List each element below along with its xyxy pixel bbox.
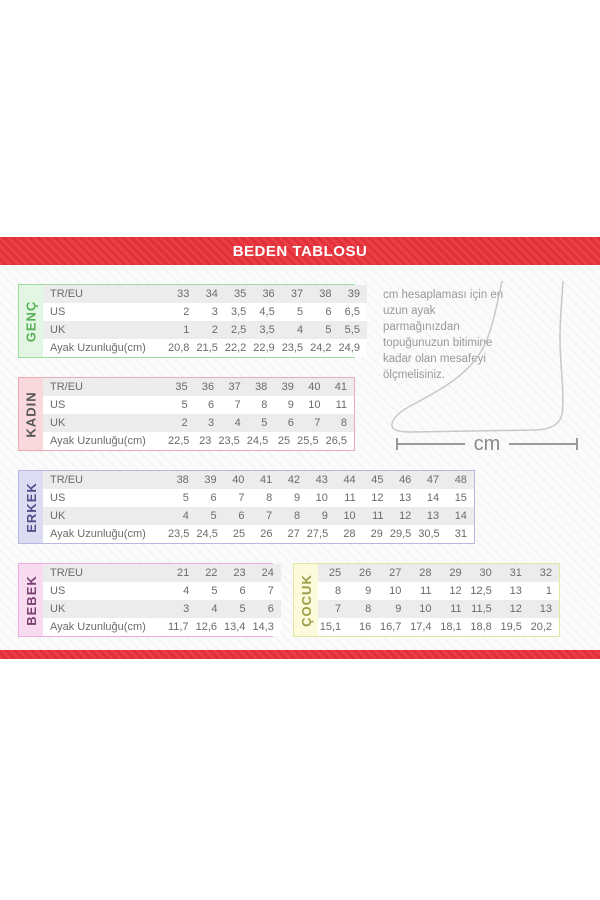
size-cell: 4 — [183, 585, 190, 597]
table-category-strip — [294, 564, 318, 636]
row-label: US — [50, 492, 66, 504]
table-row — [43, 471, 474, 489]
size-cell: 6 — [210, 492, 217, 504]
size-cell: 39 — [281, 381, 294, 393]
size-cell: 38 — [319, 288, 332, 300]
size-cell: 13 — [426, 510, 440, 522]
size-cell: 2 — [183, 306, 190, 318]
measurement-note: cm hesaplaması için en uzun ayak parmağınızdan topuğunuzun bitimine kadar olan mesafeyi ölçmelisiniz. — [383, 289, 504, 381]
size-cell: 15,1 — [319, 621, 342, 633]
size-cell: 36 — [262, 288, 275, 300]
size-cell: 9 — [395, 603, 402, 615]
size-cell: 6 — [208, 399, 215, 411]
size-cell: 20,8 — [168, 342, 190, 354]
table-body — [318, 564, 559, 636]
row-label: Ayak Uzunluğu(cm) — [50, 435, 146, 447]
size-cell: 23,5 — [218, 435, 240, 447]
size-cell: 20,2 — [530, 621, 552, 633]
size-cell: 8 — [340, 417, 348, 429]
size-cell: 30,5 — [418, 528, 440, 540]
size-cell: 25,5 — [297, 435, 319, 447]
row-label: TR/EU — [50, 288, 83, 300]
row-label: US — [50, 399, 66, 411]
size-cell: 1 — [545, 585, 552, 597]
size-cell: 28 — [419, 567, 432, 579]
size-cell: 8 — [335, 585, 342, 597]
size-cell: 5 — [182, 492, 189, 504]
size-cell: 14 — [426, 492, 440, 504]
table-row — [43, 378, 354, 396]
size-cell: 13 — [399, 492, 412, 504]
size-cell: 22,2 — [224, 342, 247, 354]
size-cell: 37 — [290, 288, 304, 300]
size-cell: 11,5 — [471, 603, 492, 615]
size-cell: 24 — [261, 567, 274, 579]
size-cell: 27 — [389, 567, 402, 579]
table-category-strip — [19, 285, 43, 357]
table-category-label: GENÇ — [23, 300, 39, 342]
size-cell: 13,4 — [224, 621, 246, 633]
size-cell: 12,6 — [195, 621, 218, 633]
size-cell: 16,7 — [379, 621, 402, 633]
table-row — [43, 285, 367, 303]
size-cell: 42 — [287, 474, 301, 486]
table-row — [43, 489, 474, 507]
size-cell: 18,8 — [470, 621, 492, 633]
size-cell: 5 — [261, 417, 268, 429]
size-cell: 40 — [308, 381, 321, 393]
size-cell: 23 — [199, 435, 212, 447]
size-cell: 12,5 — [470, 585, 492, 597]
size-cell: 27,5 — [306, 528, 329, 540]
measure-tick-right — [576, 438, 578, 450]
size-cell: 38 — [255, 381, 268, 393]
size-cell: 4 — [296, 324, 304, 336]
size-cell: 8 — [365, 603, 372, 615]
row-label: UK — [50, 510, 66, 522]
size-cell: 31 — [509, 567, 522, 579]
row-label: UK — [50, 417, 66, 429]
size-cell: 9 — [287, 399, 294, 411]
size-cell: 6,5 — [344, 306, 360, 318]
size-cell: 5 — [210, 510, 217, 522]
size-cell: 8 — [293, 510, 301, 522]
size-cell: 2 — [181, 417, 188, 429]
measure-rule — [398, 443, 465, 445]
size-cell: 11,7 — [168, 621, 189, 633]
size-cell: 4 — [182, 510, 189, 522]
row-label: Ayak Uzunluğu(cm) — [50, 621, 146, 633]
size-cell: 24,9 — [338, 342, 360, 354]
size-cell: 10 — [343, 510, 356, 522]
table-row — [318, 564, 559, 582]
size-cell: 11 — [344, 492, 356, 504]
title-band — [0, 237, 600, 265]
size-cell: 41 — [334, 381, 348, 393]
size-cell: 26 — [359, 567, 372, 579]
size-cell: 33 — [177, 288, 190, 300]
foot-diagram-icon — [388, 281, 584, 433]
table-category-strip — [19, 564, 43, 636]
size-cell: 6 — [325, 306, 332, 318]
table-row — [43, 618, 281, 636]
size-cell: 13 — [539, 603, 552, 615]
size-cell: 14,3 — [252, 621, 274, 633]
size-cell: 25 — [232, 528, 246, 540]
size-cell: 8 — [266, 492, 273, 504]
size-cell: 5,5 — [344, 324, 360, 336]
cm-unit-label: cm — [473, 433, 501, 455]
size-cell: 15 — [454, 492, 467, 504]
size-table-genc — [18, 284, 360, 358]
size-cell: 10 — [419, 603, 432, 615]
size-cell: 4 — [211, 603, 218, 615]
size-cell: 35 — [175, 381, 188, 393]
row-label: Ayak Uzunluğu(cm) — [50, 528, 146, 540]
size-cell: 38 — [176, 474, 189, 486]
row-label: UK — [50, 603, 66, 615]
size-cell: 29,5 — [389, 528, 412, 540]
size-cell: 3,5 — [259, 324, 275, 336]
size-cell: 12 — [449, 585, 462, 597]
table-row — [318, 582, 559, 600]
size-cell: 9 — [321, 510, 328, 522]
table-category-label: ÇOCUK — [298, 573, 314, 627]
size-cell: 4 — [234, 417, 241, 429]
size-cell: 11 — [335, 399, 348, 411]
size-cell: 24,5 — [246, 435, 269, 447]
size-cell: 3 — [211, 306, 218, 318]
size-cell: 5 — [239, 603, 246, 615]
size-cell: 29 — [370, 528, 383, 540]
size-cell: 11 — [450, 603, 462, 615]
size-cell: 12 — [399, 510, 412, 522]
size-cell: 7 — [314, 417, 321, 429]
page-title: BEDEN TABLOSU — [232, 242, 368, 260]
table-category-strip — [19, 471, 43, 543]
size-cell: 5 — [181, 399, 188, 411]
size-cell: 34 — [205, 288, 218, 300]
size-cell: 7 — [266, 510, 273, 522]
size-cell: 35 — [234, 288, 247, 300]
size-cell: 41 — [260, 474, 273, 486]
size-cell: 23,5 — [168, 528, 190, 540]
size-cell: 43 — [315, 474, 328, 486]
size-cell: 6 — [287, 417, 294, 429]
size-cell: 8 — [261, 399, 268, 411]
size-cell: 25 — [277, 435, 291, 447]
row-label: TR/EU — [50, 567, 83, 579]
cm-measure-line — [396, 432, 578, 456]
table-row — [43, 339, 367, 357]
size-cell: 10 — [389, 585, 402, 597]
table-row — [43, 600, 281, 618]
size-cell: 1 — [183, 324, 190, 336]
size-cell: 10 — [315, 492, 328, 504]
size-cell: 16 — [359, 621, 372, 633]
size-cell: 32 — [539, 567, 552, 579]
row-label: US — [50, 306, 66, 318]
size-cell: 10 — [308, 399, 321, 411]
size-cell: 22,5 — [168, 435, 190, 447]
size-cell: 45 — [371, 474, 384, 486]
size-cell: 12 — [509, 603, 522, 615]
table-row — [43, 396, 354, 414]
table-row — [43, 321, 367, 339]
size-cell: 44 — [343, 474, 356, 486]
table-body — [43, 471, 474, 543]
table-row — [43, 525, 474, 543]
size-cell: 28 — [343, 528, 356, 540]
size-cell: 24,5 — [196, 528, 218, 540]
size-cell: 19,5 — [500, 621, 522, 633]
table-row — [318, 600, 559, 618]
size-cell: 7 — [267, 585, 274, 597]
size-cell: 6 — [267, 603, 274, 615]
size-cell: 6 — [239, 585, 246, 597]
table-category-label: ERKEK — [23, 481, 39, 533]
size-cell: 39 — [204, 474, 217, 486]
size-cell: 7 — [335, 603, 342, 615]
measure-rule — [509, 443, 576, 445]
size-cell: 14 — [454, 510, 467, 522]
size-cell: 5 — [296, 306, 304, 318]
size-cell: 27 — [287, 528, 300, 540]
size-cell: 48 — [454, 474, 467, 486]
size-cell: 25 — [328, 567, 342, 579]
table-body — [43, 564, 281, 636]
size-cell: 3,5 — [230, 306, 247, 318]
size-cell: 3 — [208, 417, 215, 429]
size-cell: 12 — [371, 492, 384, 504]
table-row — [318, 618, 559, 636]
size-cell: 21 — [176, 567, 190, 579]
size-cell: 29 — [449, 567, 462, 579]
size-cell: 17,4 — [410, 621, 432, 633]
size-cell: 11 — [372, 510, 384, 522]
size-table-cocuk — [293, 563, 560, 637]
size-table-erkek — [18, 470, 475, 544]
size-cell: 37 — [228, 381, 241, 393]
size-cell: 46 — [399, 474, 412, 486]
size-cell: 5 — [211, 585, 218, 597]
size-cell: 5 — [325, 324, 332, 336]
size-cell: 40 — [232, 474, 245, 486]
table-row — [43, 507, 474, 525]
table-category-strip — [19, 378, 43, 450]
table-row — [43, 432, 354, 450]
size-cell: 24,2 — [310, 342, 332, 354]
row-label: UK — [50, 324, 66, 336]
size-cell: 18,1 — [440, 621, 462, 633]
size-cell: 22,9 — [253, 342, 275, 354]
size-cell: 7 — [238, 492, 245, 504]
size-cell: 7 — [234, 399, 241, 411]
table-body — [43, 285, 367, 357]
row-label: TR/EU — [50, 381, 83, 393]
size-cell: 2 — [211, 324, 218, 336]
size-cell: 39 — [347, 288, 360, 300]
row-label: US — [50, 585, 66, 597]
size-cell: 6 — [238, 510, 245, 522]
size-cell: 36 — [201, 381, 215, 393]
size-table-bebek — [18, 563, 273, 637]
size-cell: 4,5 — [259, 306, 275, 318]
size-table-kadin — [18, 377, 355, 451]
table-row — [43, 303, 367, 321]
table-category-label: BEBEK — [23, 574, 39, 626]
size-cell: 21,5 — [196, 342, 218, 354]
row-label: Ayak Uzunluğu(cm) — [50, 342, 146, 354]
size-cell: 26,5 — [325, 435, 348, 447]
size-cell: 3 — [183, 603, 190, 615]
size-cell: 31 — [454, 528, 467, 540]
footer-band — [0, 650, 600, 659]
size-cell: 23,5 — [281, 342, 304, 354]
size-cell: 22 — [205, 567, 218, 579]
table-row — [43, 582, 281, 600]
size-cell: 47 — [426, 474, 440, 486]
size-cell: 13 — [509, 585, 522, 597]
size-cell: 9 — [365, 585, 372, 597]
size-cell: 9 — [293, 492, 301, 504]
size-cell: 26 — [260, 528, 273, 540]
table-category-label: KADIN — [23, 390, 39, 438]
size-cell: 11 — [420, 585, 432, 597]
row-label: TR/EU — [50, 474, 83, 486]
size-cell: 23 — [233, 567, 246, 579]
size-cell: 2,5 — [230, 324, 247, 336]
table-row — [43, 414, 354, 432]
table-row — [43, 564, 281, 582]
size-cell: 30 — [479, 567, 492, 579]
table-body — [43, 378, 354, 450]
